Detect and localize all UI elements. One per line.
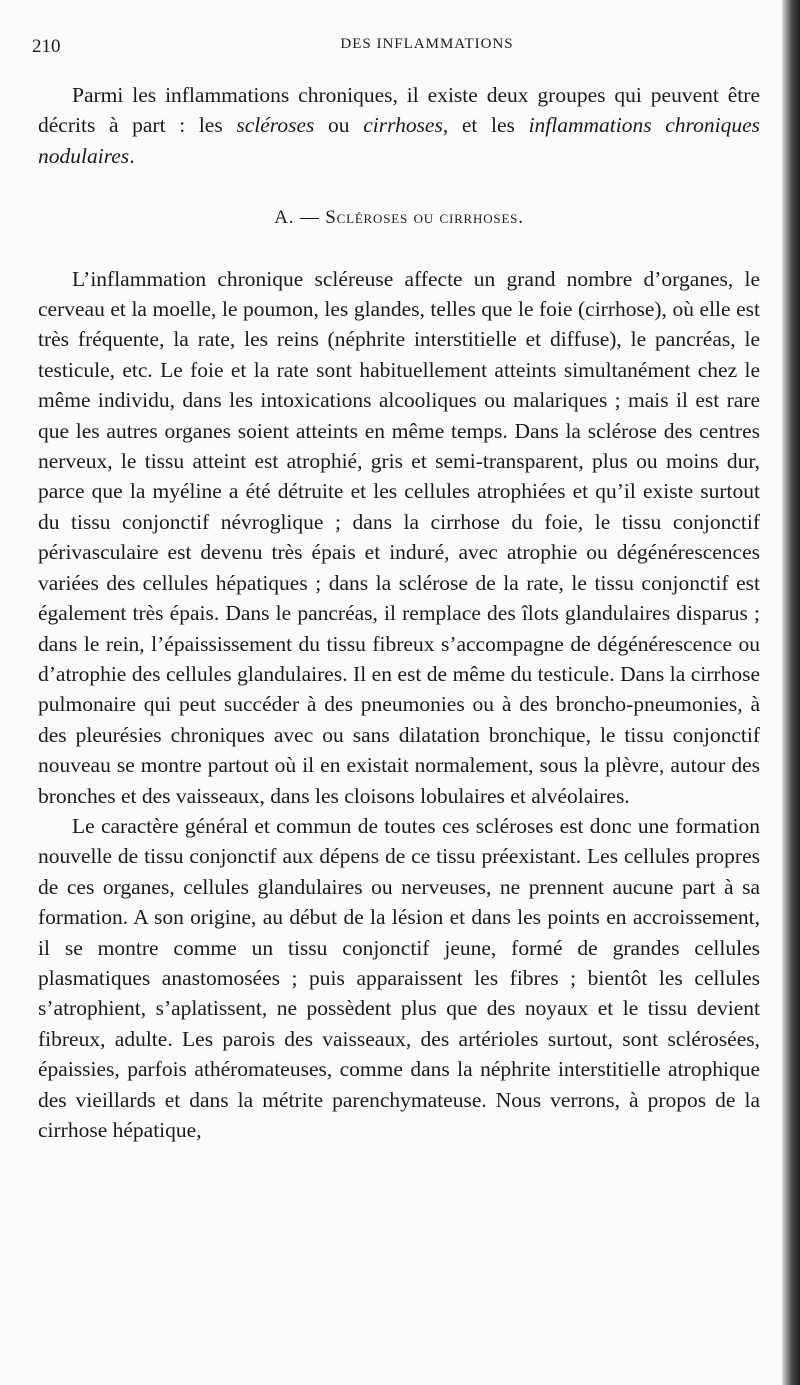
section-title: Scléroses ou cirrhoses. bbox=[325, 207, 524, 229]
body-text bbox=[38, 80, 760, 1145]
section-heading bbox=[38, 203, 760, 233]
intro-paragraph bbox=[38, 80, 760, 171]
intro-text-1: Parmi les inflammations chroniques, il existe deux groupes qui peuvent être décrits à part : les bbox=[38, 83, 760, 138]
intro-emphasis-cirrhoses: cirrhoses bbox=[363, 113, 443, 138]
intro-text-3: , et les bbox=[442, 113, 529, 138]
paragraph-caractere-general: Le caractère général et commun de toutes ces scléroses est donc une formation nouvelle de tissu conjonctif aux dépens de ce tissu préexistant. Les cellules propres de ces organes, cellules glandulaires ou nerveuses, ne prennent aucune part à sa formation. A son origine, au début de la lésion et dans les points en accroissement, il se montre comme un tissu conjonctif jeune, formé de grandes cellules plasmatiques anastomosées ; puis apparaissent les fibres ; bientôt les cellules s’atrophient, s’aplatissent, ne possèdent plus que des noyaux et le tissu devient fibreux, adulte. Les parois des vaisseaux, des artérioles surtout, sont sclérosées, épaissies, parfois athéromateuses, comme dans la néphrite interstitielle atrophique des vieillards et dans la métrite parenchymateuse. Nous verrons, à propos de la cirrhose hépatique, bbox=[38, 813, 760, 1142]
running-head: DES INFLAMMATIONS bbox=[340, 36, 514, 52]
intro-text-4: . bbox=[129, 143, 135, 168]
page-number: 210 bbox=[32, 36, 61, 57]
intro-emphasis-scleroses: scléroses bbox=[236, 113, 315, 138]
page-header bbox=[32, 36, 762, 62]
section-dash: — bbox=[299, 207, 320, 229]
intro-text-2: ou bbox=[314, 113, 364, 138]
section-letter: A. bbox=[274, 207, 295, 229]
intro-emphasis-inflammations: inflammations chroniques nodulaires bbox=[38, 113, 760, 168]
page-edge-shadow bbox=[782, 0, 800, 1385]
paragraph-sclerose-organs: L’inflammation chronique scléreuse affecte un grand nombre d’organes, le cerveau et la moelle, le poumon, les glandes, telles que le foie (cirrhose), où elle est très fréquente, la rate, les reins (néphrite interstitielle et diffuse), le pancréas, le testicule, etc. Le foie et la rate sont habituellement atteints simultanément chez le même individu, dans les intoxications alcooliques ou malariques ; mais il est rare que les autres organes soient atteints en même temps. Dans la sclérose des centres nerveux, le tissu atteint est atrophié, gris et semi-transparent, plus ou moins dur, parce que la myéline a été détruite et les cellules atrophiées et qu’il existe surtout du tissu conjonctif névroglique ; dans la cirrhose du foie, le tissu conjonctif périvasculaire est devenu très épais et induré, avec atrophie ou dégénérescences variées des cellules hépatiques ; dans la sclérose de la rate, le tissu conjonctif est également très épais. Dans le pancréas, il remplace des îlots glandulaires disparus ; dans le rein, l’épaississement du tissu fibreux s’accompagne de dégénérescence ou d’atrophie des cellules glandulaires. Il en est de même du testicule. Dans la cirrhose pulmonaire qui peut succéder à des pneumonies ou à des broncho-pneumonies, à des pleurésies chroniques avec ou sans dilatation bronchique, le tissu conjonctif nouveau se montre partout où il en existait normalement, sous la plèvre, autour des bronches et des vaisseaux, dans les cloisons lobulaires et alvéolaires. bbox=[38, 266, 760, 808]
